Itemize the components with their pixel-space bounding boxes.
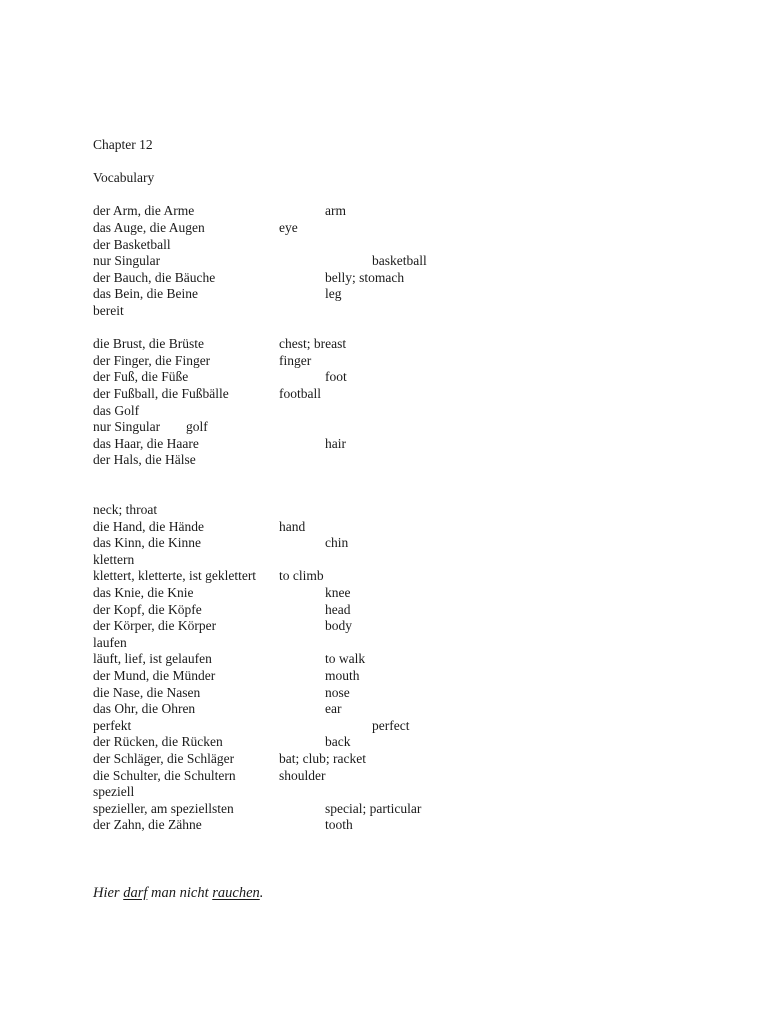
vocab-entry	[93, 784, 713, 801]
english-translation: back	[325, 734, 351, 750]
english-translation: golf	[186, 419, 208, 435]
english-translation: knee	[325, 585, 351, 601]
german-term: der Zahn, die Zähne	[93, 817, 202, 833]
german-term: der Kopf, die Köpfe	[93, 601, 202, 617]
german-term: nur Singular	[93, 419, 161, 435]
german-term: neck; throat	[93, 502, 158, 518]
vocab-entry	[93, 535, 713, 552]
german-term: spezieller, am speziellsten	[93, 800, 234, 816]
vocab-entry	[93, 568, 713, 585]
english-translation: foot	[325, 369, 347, 385]
german-term: das Knie, die Knie	[93, 585, 194, 601]
german-term: das Haar, die Haare	[93, 435, 199, 451]
english-translation: chest; breast	[279, 336, 347, 352]
vocab-entry	[93, 386, 713, 403]
german-term: das Auge, die Augen	[93, 219, 205, 235]
german-term: nur Singular	[93, 253, 161, 269]
english-translation: arm	[325, 203, 346, 219]
vocab-entry	[93, 602, 713, 619]
vocab-entry	[93, 519, 713, 536]
vocab-entry	[93, 768, 713, 785]
spacer	[93, 469, 713, 502]
vocab-entry	[93, 452, 713, 469]
english-translation: bat; club; racket	[279, 750, 366, 766]
vocab-entry	[93, 701, 713, 718]
vocab-entry	[93, 502, 713, 519]
vocab-entry	[93, 751, 713, 768]
german-term: klettern	[93, 551, 135, 567]
vocabulary-list	[93, 203, 713, 834]
english-translation: finger	[279, 352, 312, 368]
english-translation: chin	[325, 535, 349, 551]
english-translation: shoulder	[279, 767, 326, 783]
german-term: speziell	[93, 784, 135, 800]
document-page	[93, 137, 713, 834]
section-title-text: Vocabulary	[93, 170, 155, 186]
vocab-entry	[93, 436, 713, 453]
german-term: das Ohr, die Ohren	[93, 701, 196, 717]
german-term: der Fußball, die Fußbälle	[93, 385, 229, 401]
german-term: bereit	[93, 302, 124, 318]
german-term: das Kinn, die Kinne	[93, 535, 201, 551]
german-term: der Bauch, die Bäuche	[93, 269, 216, 285]
german-term: die Brust, die Brüste	[93, 336, 204, 352]
german-term: läuft, lief, ist gelaufen	[93, 651, 212, 667]
german-term: die Schulter, die Schultern	[93, 767, 236, 783]
vocab-entry	[93, 220, 713, 237]
vocab-entry	[93, 585, 713, 602]
english-translation: to climb	[279, 568, 324, 584]
spacer	[93, 187, 713, 204]
german-term: das Golf	[93, 402, 140, 418]
vocab-block	[93, 336, 713, 469]
vocab-entry	[93, 552, 713, 569]
german-term: der Hals, die Hälse	[93, 452, 196, 468]
german-term: laufen	[93, 634, 127, 650]
chapter-title	[93, 137, 713, 154]
german-term: der Fuß, die Füße	[93, 369, 189, 385]
german-term: der Basketball	[93, 236, 171, 252]
vocab-entry	[93, 253, 713, 270]
english-translation: belly; stomach	[325, 269, 405, 285]
vocab-entry	[93, 286, 713, 303]
closing-verb: rauchen	[212, 885, 260, 901]
vocab-entry	[93, 419, 713, 436]
vocab-entry	[93, 718, 713, 735]
english-translation: ear	[325, 701, 342, 717]
german-term: der Mund, die Münder	[93, 668, 216, 683]
vocab-entry	[93, 635, 713, 652]
english-translation: perfect	[372, 717, 410, 733]
english-translation: leg	[325, 286, 342, 302]
german-term: der Körper, die Körper	[93, 618, 217, 634]
german-term: der Schläger, die Schläger	[93, 750, 235, 766]
english-translation: hand	[279, 518, 306, 534]
closing-modal-verb: darf	[123, 885, 148, 901]
english-translation: head	[325, 601, 351, 617]
vocab-entry	[93, 734, 713, 751]
vocab-entry	[93, 685, 713, 702]
english-translation: nose	[325, 684, 350, 700]
vocab-entry	[93, 369, 713, 386]
english-translation: hair	[325, 435, 346, 451]
chapter-title-text: Chapter 12	[93, 137, 153, 152]
english-translation: mouth	[325, 668, 360, 683]
vocab-entry	[93, 353, 713, 370]
german-term: das Bein, die Beine	[93, 286, 198, 302]
section-title	[93, 170, 713, 187]
english-translation: basketball	[372, 253, 427, 269]
german-term: klettert, kletterte, ist geklettert	[93, 568, 257, 584]
vocab-entry	[93, 618, 713, 635]
closing-part: .	[259, 885, 264, 901]
english-translation: football	[279, 385, 321, 401]
german-term: perfekt	[93, 717, 132, 733]
vocab-entry	[93, 336, 713, 353]
vocab-block	[93, 203, 713, 319]
german-term: die Nase, die Nasen	[93, 684, 201, 700]
vocab-entry	[93, 203, 713, 220]
german-term: der Finger, die Finger	[93, 352, 211, 368]
english-translation: special; particular	[325, 800, 422, 816]
english-translation: body	[325, 618, 352, 634]
english-translation: to walk	[325, 651, 366, 667]
closing-part: Hier	[93, 885, 124, 901]
vocab-block	[93, 502, 713, 834]
closing-part: man nicht	[147, 885, 213, 901]
vocab-entry	[93, 237, 713, 254]
vocab-entry	[93, 270, 713, 287]
german-term: der Rücken, die Rücken	[93, 734, 223, 750]
english-translation: tooth	[325, 817, 353, 833]
spacer	[93, 320, 713, 337]
vocab-entry	[93, 817, 713, 834]
german-term: die Hand, die Hände	[93, 518, 204, 534]
closing-sentence	[93, 885, 263, 902]
spacer	[93, 154, 713, 171]
vocab-entry	[93, 801, 713, 818]
vocab-entry	[93, 651, 713, 668]
vocab-entry	[93, 668, 713, 685]
vocab-entry	[93, 403, 713, 420]
english-translation: eye	[279, 219, 298, 235]
vocab-entry	[93, 303, 713, 320]
german-term: der Arm, die Arme	[93, 203, 195, 219]
